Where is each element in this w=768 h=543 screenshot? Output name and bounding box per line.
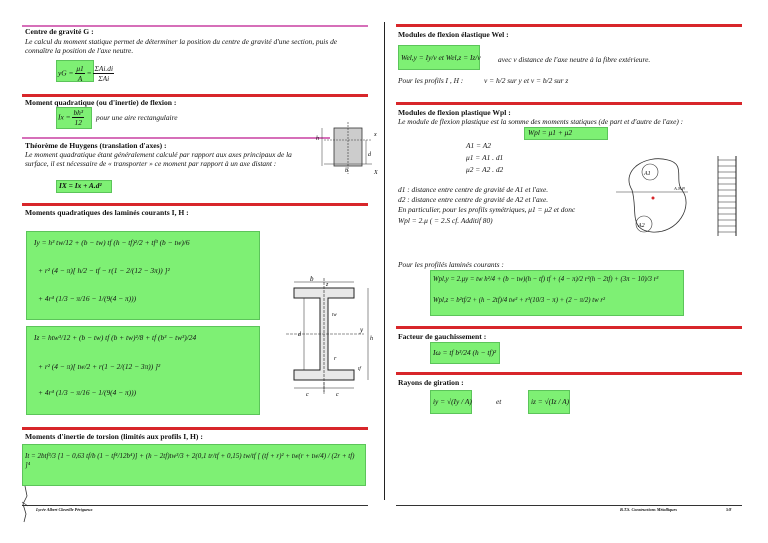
huygens-title: Théorème de Huygens (translation d'axes) : [25, 141, 167, 150]
warping-formula: Iω = tf b³/24 (h − tf)² [433, 348, 497, 357]
svg-text:X: X [374, 170, 378, 176]
plastic-section-diagram [616, 150, 746, 244]
footer-course: B.T.S. Constructions Métalliques [620, 507, 677, 512]
warping-title: Facteur de gauchissement : [398, 332, 487, 341]
torsion-title: Moments d'inertie de torsion (limités aux profils I, H) : [25, 432, 203, 441]
svg-text:h: h [316, 136, 319, 142]
huygens-formula: IX = Ix + A.d² [59, 181, 102, 190]
laminated-title: Moments quadratiques des laminés courants I, H : [25, 208, 189, 217]
gyration-et: et [496, 397, 502, 406]
rectangle-section-figure [314, 118, 380, 180]
footer-school: Lycée Albert Claveille Périgueux [36, 507, 93, 512]
right-rule-3 [396, 326, 742, 329]
iy-line-2: + r² (4 − π)[ h/2 − tf − r(1 − 2/(12 − 3π)) ]² [38, 266, 170, 275]
quad-note: pour une aire rectangulaire [96, 113, 178, 122]
column-divider [384, 22, 385, 500]
iz-line-2: + r² (4 − π)[ tw/2 + r(1 − 2/(12 − 3π)) ]² [38, 362, 161, 371]
gyration-title: Rayons de giration : [398, 378, 464, 387]
cg-formula: yG = $\frac{\mu 1}{A}$ = $\frac{\text{ΣAi.di}}{\text{ΣAi}}$ [58, 64, 113, 84]
elastic-profiles-formula: v = h/2 sur y et v = b/2 sur z [484, 76, 569, 85]
quad-title: Moment quadratique (ou d'inertie) de flexion : [25, 98, 177, 107]
iy-line-1: Iy = h³ tw/12 + (b − tw) tf (h − tf)²/2 + tf³ (b − tw)/6 [34, 238, 190, 247]
right-rule-4 [396, 372, 742, 375]
elastic-note: avec v distance de l'axe neutre à la fibre extérieure. [498, 55, 651, 64]
cg-title: Centre de gravité G : [25, 27, 94, 36]
plastic-title: Modules de flexion plastique Wpl : [398, 108, 511, 117]
iz-line-1: Iz = htw³/12 + (b − tw) tf (b + tw)²/8 + tf (b³ − tw³)/24 [34, 333, 197, 342]
plastic-sym: En particulier, pour les profils symétriques, μ1 = μ2 et donc [398, 205, 576, 214]
wpl-z-formula: Wpl,z = b²tf/2 + (h − 2tf)/4 tw² + r³(10/3 − π) + (2 − π/2) tw r² [433, 297, 606, 304]
svg-text:z: z [326, 282, 329, 288]
plastic-formula: Wpl = μ1 + μ2 [528, 128, 573, 137]
plastic-eq-1: A1 = A2 [466, 141, 491, 150]
svg-text:y: y [360, 326, 364, 334]
svg-text:A.N.P.: A.N.P. [674, 186, 686, 191]
svg-text:A2: A2 [638, 223, 645, 229]
svg-text:b: b [345, 168, 348, 174]
plastic-d2: d2 : distance entre centre de gravité de A2 et l'axe. [398, 195, 549, 204]
svg-text:d: d [298, 332, 301, 338]
footer-rule-right [396, 505, 742, 506]
section-rule-3 [22, 427, 368, 430]
footer-rule-left [22, 505, 368, 506]
page-number: 5/8 [726, 507, 732, 512]
plastic-eq-3: μ2 = A2 . d2 [466, 165, 504, 174]
svg-text:h: h [370, 336, 373, 342]
fig-label-b: b [310, 275, 314, 283]
gyration-iy: iy = √(Iy / A) [433, 397, 472, 406]
huygens-text: Le moment quadratique étant généralement calculé par rapport aux axes principaux de la surface, il est nécessaire de « transporter » ce moment par rapport à un axe distant : [25, 150, 292, 169]
elastic-formula: Wel,y = Iy/v et Wel,z = Iz/v [401, 53, 481, 62]
wpl-y-formula: Wpl,y = 2.μy = tw h²/4 + (b − tw)(h − tf) tf + (4 − π)/2 r²(h − 2tf) + (3π − 10)/3 r³ [433, 276, 659, 283]
svg-text:c: c [336, 392, 339, 398]
plastic-wpl: Wpl = 2.μ ( = 2.S cf. Additif 80) [398, 216, 493, 225]
quad-formula: Ix = $\frac{\text{bh³}}{12}$ [58, 108, 84, 128]
i-beam-figure [284, 274, 376, 400]
plastic-laminated: Pour les profilés laminés courants : [398, 260, 504, 269]
svg-text:c: c [306, 392, 309, 398]
right-top-rule [396, 24, 742, 27]
plastic-d1: d1 : distance entre centre de gravité de A1 et l'axe. [398, 185, 549, 194]
svg-text:tw: tw [332, 313, 337, 318]
right-rule-2 [396, 102, 742, 105]
elastic-title: Modules de flexion élastique Wel : [398, 30, 509, 39]
plastic-eq-2: μ1 = A1 . d1 [466, 153, 504, 162]
svg-text:x: x [374, 132, 377, 138]
plastic-text: Le module de flexion plastique est la somme des moments statiques (de part et d'autre de l'axe) : [398, 117, 684, 126]
svg-text:r: r [334, 356, 337, 362]
gyration-iz: iz = √(Iz / A) [531, 397, 570, 406]
svg-text:tf: tf [358, 367, 361, 372]
section-rule [22, 94, 368, 97]
cg-text: Le calcul du moment statique permet de déterminer la position du centre de gravité d'une section, puis de connaître la position de l'axe neutre. [25, 37, 338, 56]
iz-line-3: + 4r⁴ (1/3 − π/16 − 1/(9(4 − π))) [38, 388, 137, 397]
logo-figure [18, 484, 32, 524]
huygens-rule [22, 137, 330, 139]
iy-line-3: + 4r⁴ (1/3 − π/16 − 1/(9(4 − π))) [38, 294, 137, 303]
section-rule-2 [22, 203, 368, 206]
elastic-profiles: Pour les profils I , H : [398, 76, 464, 85]
svg-text:A1: A1 [644, 171, 651, 177]
svg-text:d: d [368, 152, 371, 158]
torsion-formula: It = 2btf³/3 [1 − 0,63 tf/b (1 − tf⁴/12b⁴)] + (h − 2tf)tw³/3 + 2(0,1 tr/tf + 0,15) tw/tf [ (tf + r)² + tw(r + tw/4) / (2r + tf) ]⁴ [25, 452, 355, 469]
